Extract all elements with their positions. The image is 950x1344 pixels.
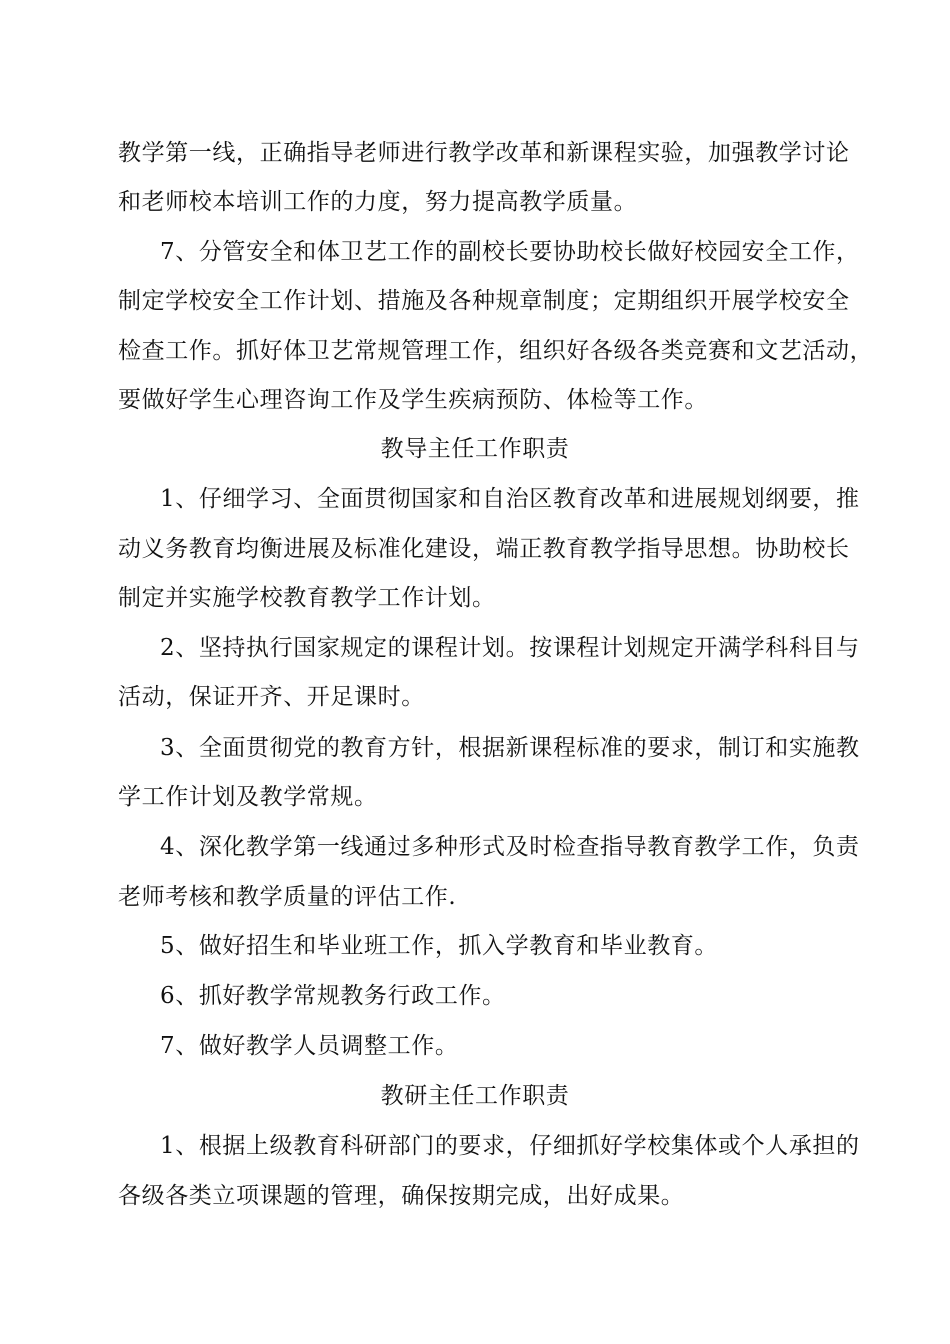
paragraph-line: 各级各类立项课题的管理，确保按期完成，出好成果。 [118, 1183, 685, 1209]
paragraph-line: 制定并实施学校教育教学工作计划。 [118, 585, 496, 611]
paragraph-line: 2、坚持执行国家规定的课程计划。按课程计划规定开满学科科目与 [160, 635, 860, 661]
paragraph-line: 6、抓好教学常规教务行政工作。 [160, 983, 506, 1009]
paragraph-line: 和老师校本培训工作的力度，努力提高教学质量。 [118, 189, 638, 215]
paragraph-line: 7、做好教学人员调整工作。 [160, 1033, 459, 1059]
paragraph-line: 5、做好招生和毕业班工作，抓入学教育和毕业教育。 [160, 933, 719, 959]
paragraph-line: 4、深化教学第一线通过多种形式及时检查指导教育教学工作，负责 [160, 834, 860, 860]
paragraph-line: 3、全面贯彻党的教育方针，根据新课程标准的要求，制订和实施教 [160, 735, 860, 761]
paragraph-line: 活动，保证开齐、开足课时。 [118, 684, 425, 710]
paragraph-line: 制定学校安全工作计划、措施及各种规章制度；定期组织开展学校安全 [118, 288, 850, 314]
section-heading: 教导主任工作职责 [380, 436, 570, 462]
section-heading: 教研主任工作职责 [380, 1083, 570, 1109]
paragraph-line: 检查工作。抓好体卫艺常规管理工作，组织好各级各类竞赛和文艺活动， [118, 338, 874, 364]
paragraph-line: 教学第一线，正确指导老师进行教学改革和新课程实验，加强教学讨论 [118, 140, 850, 166]
paragraph-line: 7、分管安全和体卫艺工作的副校长要协助校长做好校园安全工作， [160, 239, 860, 265]
paragraph-line: 学工作计划及教学常规。 [118, 784, 378, 810]
paragraph-line: 1、根据上级教育科研部门的要求，仔细抓好学校集体或个人承担的 [160, 1133, 860, 1159]
paragraph-line: 1、仔细学习、全面贯彻国家和自治区教育改革和进展规划纲要，推 [160, 486, 860, 512]
paragraph-line: 要做好学生心理咨询工作及学生疾病预防、体检等工作。 [118, 387, 708, 413]
paragraph-line: 老师考核和教学质量的评估工作. [118, 884, 457, 910]
paragraph-line: 动义务教育均衡进展及标准化建设，端正教育教学指导思想。协助校长 [118, 536, 850, 562]
